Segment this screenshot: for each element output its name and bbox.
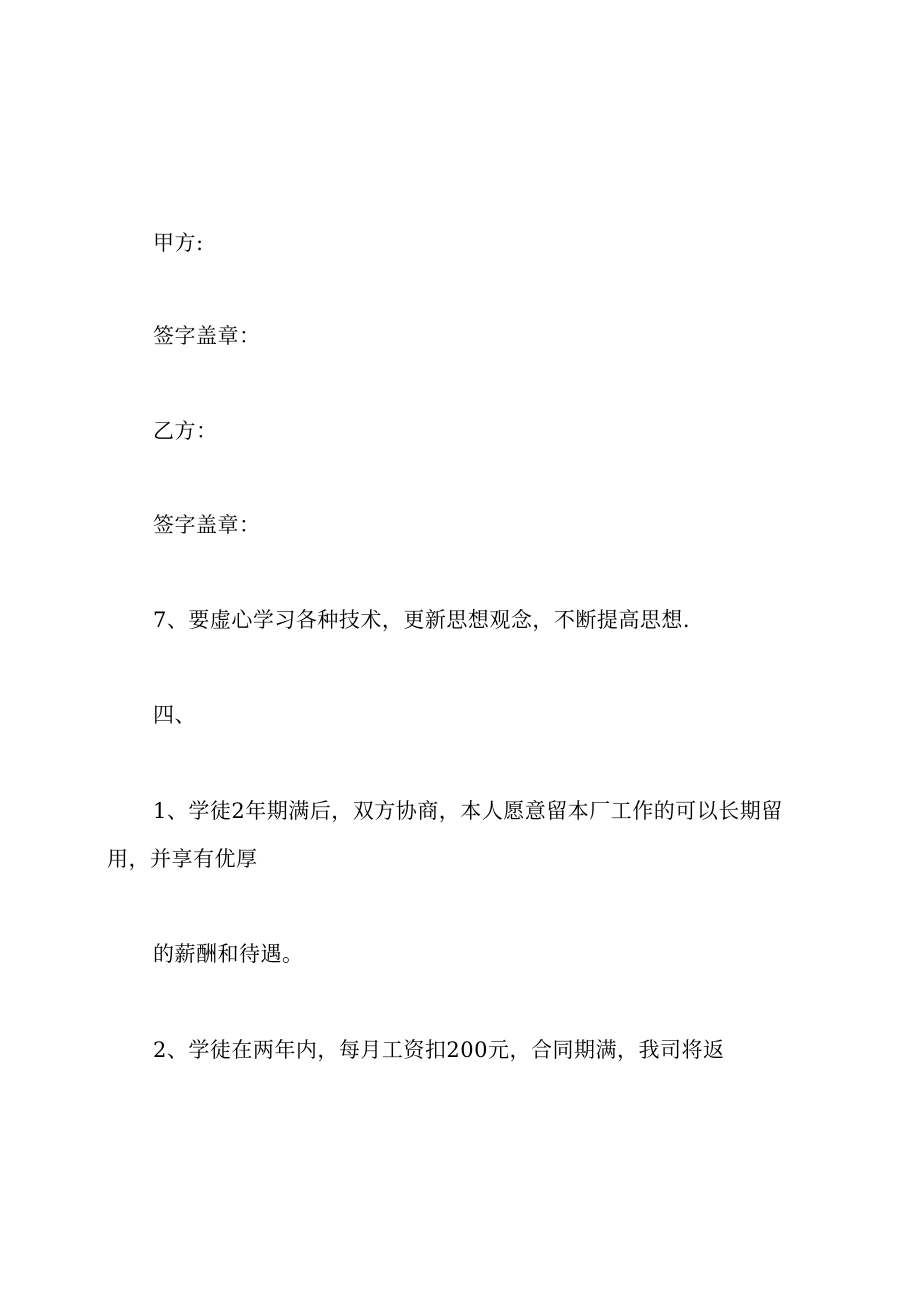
clause-1-line-1: 1、学徒2年期满后，双方协商，本人愿意留本厂工作的可以长期留 xyxy=(153,799,783,823)
clause-2-line-1: 2、学徒在两年内，每月工资扣200元，合同期满，我司将返 xyxy=(153,1038,725,1062)
section-four-heading: 四、 xyxy=(153,703,196,727)
clause-1-line-3: 的薪酬和待遇。 xyxy=(153,942,304,966)
clause-1-line-2: 用，并享有优厚 xyxy=(107,847,258,871)
party-a-signature-label: 签字盖章： xyxy=(153,324,261,348)
party-a-label: 甲方: xyxy=(153,231,204,255)
clause-7: 7、要虚心学习各种技术，更新思想观念，不断提高思想. xyxy=(153,608,691,632)
party-b-label: 乙方： xyxy=(153,419,218,443)
party-b-signature-label: 签字盖章： xyxy=(153,513,261,537)
